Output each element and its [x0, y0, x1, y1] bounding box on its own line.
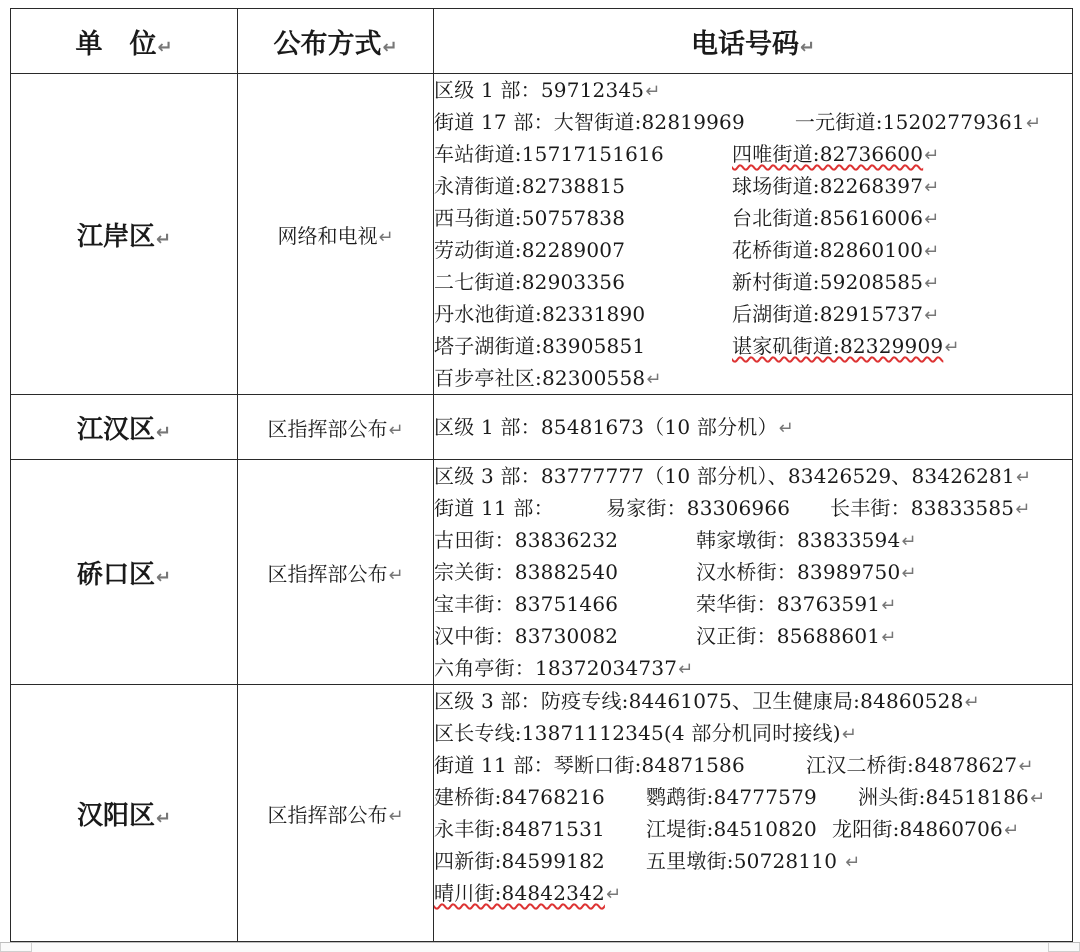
phone-cell [434, 460, 1073, 685]
phone-line: 区级 3 部：83777777（10 部分机）、83426529、83426281↵ [434, 464, 1032, 488]
table-row [11, 74, 1073, 395]
phone-line: 宗关街：83882540 汉水桥街：83989750↵ [434, 560, 917, 584]
phone-line: 晴川街:84842342↵ [434, 881, 622, 905]
contact-table [10, 8, 1073, 942]
phone-cell [434, 685, 1073, 942]
table-row [11, 460, 1073, 685]
phone-line: 四新街:84599182 五里墩街:50728110 ↵ [434, 849, 861, 873]
phone-line: 百步亭社区:82300558↵ [434, 366, 662, 390]
phone-line: 车站街道:15717151616 四唯街道:82736600↵ [434, 142, 940, 166]
method-cell: 区指挥部公布↵ [238, 460, 434, 685]
method-cell: 区指挥部公布↵ [238, 685, 434, 942]
phone-line: 二七街道:82903356 新村街道:59208585↵ [434, 270, 940, 294]
unit-cell: 汉阳区↵ [11, 685, 238, 942]
phone-line: 区级 3 部：防疫专线:84461075、卫生健康局:84860528↵ [434, 689, 980, 713]
method-cell: 区指挥部公布↵ [238, 395, 434, 460]
unit-cell: 江汉区↵ [11, 395, 238, 460]
unit-cell: 江岸区↵ [11, 74, 238, 395]
method-cell: 网络和电视↵ [238, 74, 434, 395]
phone-line: 西马街道:50757838 台北街道:85616006↵ [434, 206, 940, 230]
phone-line: 永清街道:82738815 球场街道:82268397↵ [434, 174, 940, 198]
phone-line: 区级 1 部：85481673（10 部分机）↵ [434, 415, 794, 439]
phone-line: 塔子湖街道:83905851 谌家矶街道:82329909↵ [434, 334, 960, 358]
phone-cell [434, 395, 1073, 460]
table-header-row [11, 9, 1073, 74]
table-row [11, 685, 1073, 942]
unit-cell: 硚口区↵ [11, 460, 238, 685]
phone-line: 街道 11 部： 易家街：83306966 长丰街：83833585↵ [434, 496, 1031, 520]
phone-line: 街道 11 部：琴断口街:84871586 江汉二桥街:84878627↵ [434, 753, 1034, 777]
phone-line: 区长专线:13871112345(4 部分机同时接线)↵ [434, 721, 858, 745]
phone-line: 丹水池街道:82331890 后湖街道:82915737↵ [434, 302, 940, 326]
phone-line: 汉中街：83730082 汉正街：85688601↵ [434, 624, 897, 648]
phone-line: 街道 17 部：大智街道:82819969 一元街道:15202779361↵ [434, 110, 1042, 134]
phone-line: 劳动街道:82289007 花桥街道:82860100↵ [434, 238, 940, 262]
phone-line: 六角亭街：18372034737↵ [434, 656, 694, 680]
phone-line: 古田街：83836232 韩家墩街：83833594↵ [434, 528, 917, 552]
phone-line: 建桥街:84768216 鹦鹉街:84777579 洲头街:84518186↵ [434, 785, 1046, 809]
header-method: 公布方式↵ [238, 9, 434, 74]
phone-line: 区级 1 部：59712345↵ [434, 78, 661, 102]
phone-line: 宝丰街：83751466 荣华街：83763591↵ [434, 592, 897, 616]
table-row [11, 395, 1073, 460]
header-phone: 电话号码↵ [434, 9, 1073, 74]
header-unit: 单 位↵ [11, 9, 238, 74]
phone-line: 永丰街:84871531 江堤街:84510820 龙阳街:84860706↵ [434, 817, 1020, 841]
phone-cell [434, 74, 1073, 395]
